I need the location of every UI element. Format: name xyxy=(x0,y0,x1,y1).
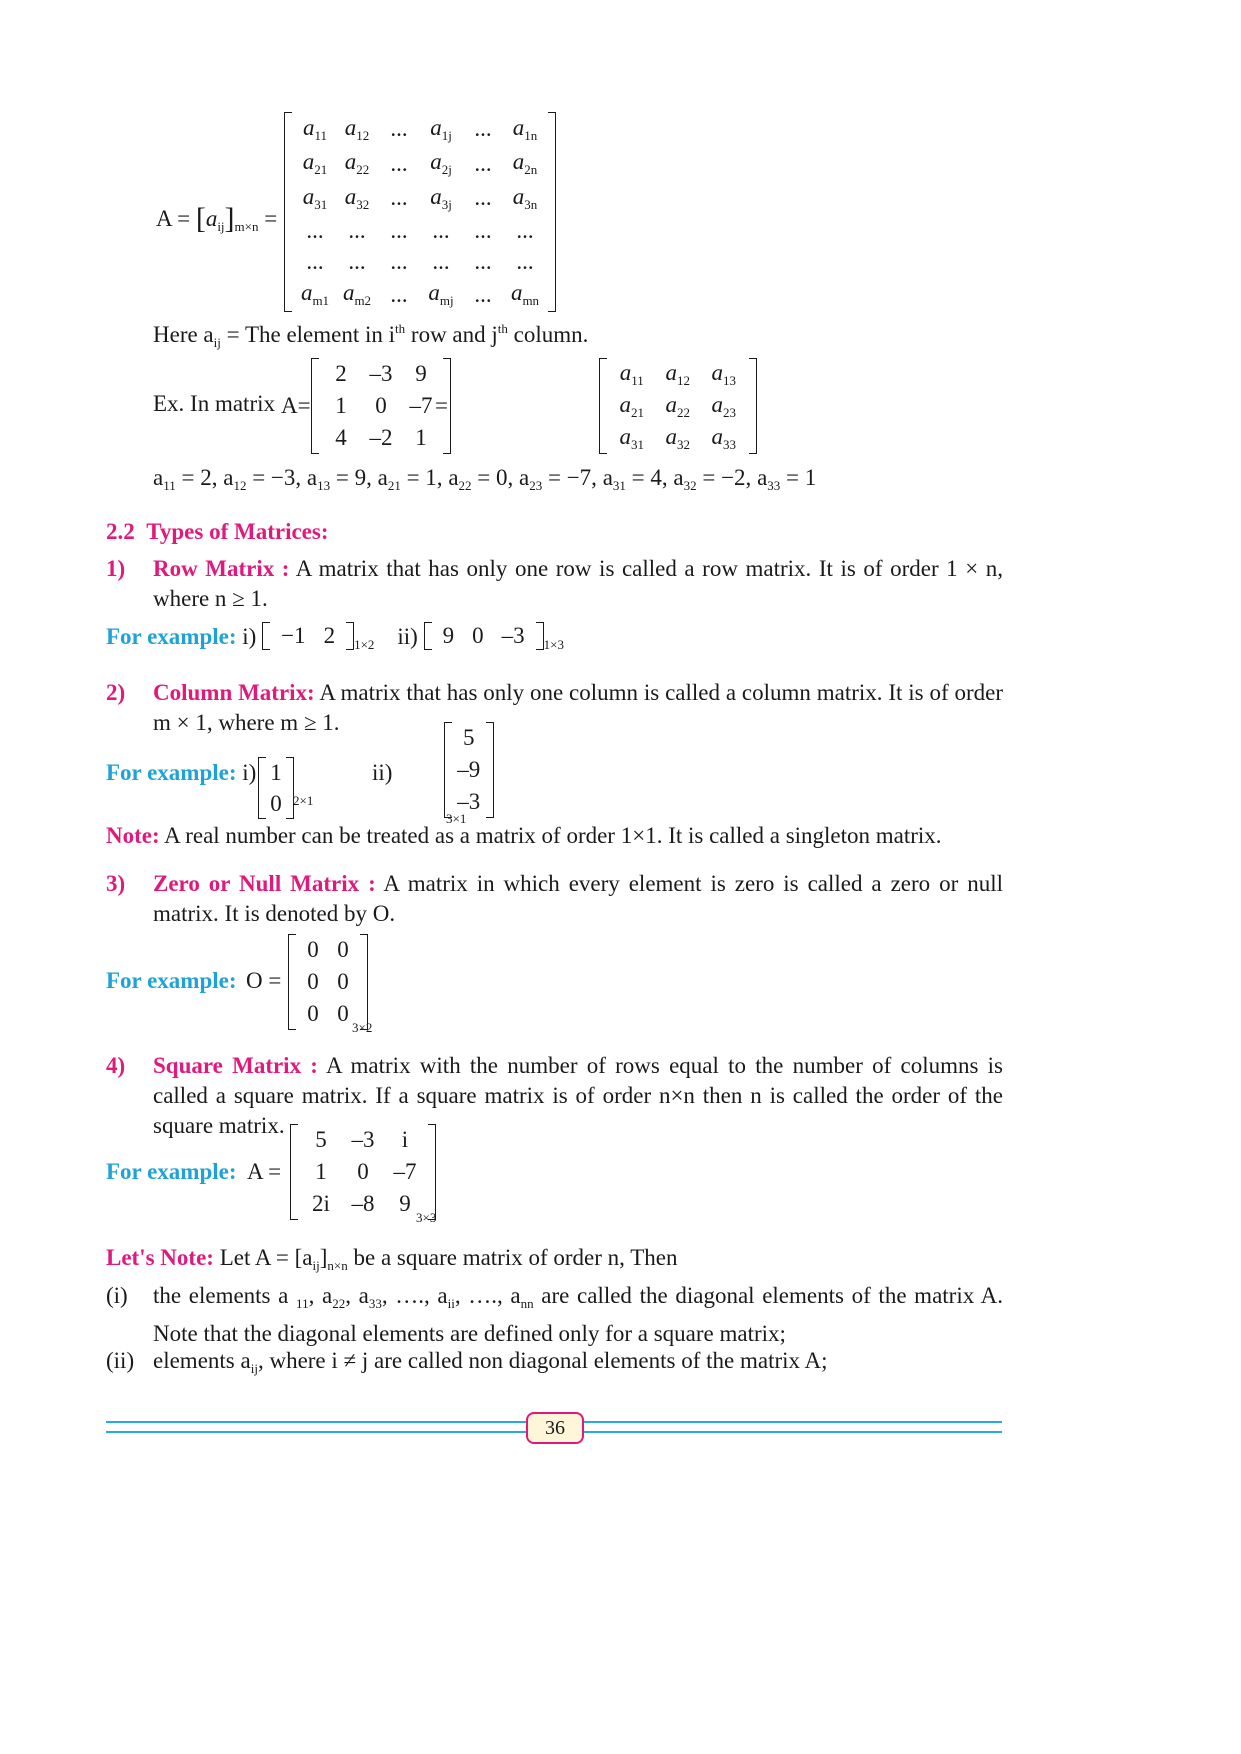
matrix-cell xyxy=(378,277,420,312)
matrix-cell-subscript: 21 xyxy=(631,404,644,420)
matrix-cell-subscript: 33 xyxy=(723,436,736,452)
matrix-cell: –7 xyxy=(393,1159,417,1184)
matrix-cell: 2 xyxy=(335,361,347,386)
matrix-cell-subscript: 13 xyxy=(723,372,736,388)
matrix-cell xyxy=(420,246,462,277)
matrix-cell xyxy=(462,246,504,277)
zero-matrix xyxy=(288,934,368,1030)
matrix-cell-base: a xyxy=(342,280,355,306)
matrix-cell-base: a xyxy=(344,183,357,209)
matrix-cell: 0 xyxy=(337,1001,349,1026)
lets-note: Let's Note: Let $A = [a_{ij}]_{n\times n}$ be a square matrix of order n, Then xyxy=(106,1245,678,1273)
matrix-cell-subscript: 1n xyxy=(524,127,538,143)
matrix-cell xyxy=(294,277,336,312)
assignment-value: = −3, xyxy=(246,465,307,490)
assignment-value: = 1, xyxy=(400,465,449,490)
matrix-cell-base: a xyxy=(430,149,442,175)
matrix-cell-subscript: 12 xyxy=(677,372,690,388)
matrix-cell xyxy=(609,422,655,454)
zero-matrix-definition: Zero or Null Matrix : A matrix in which every element is zero is called a zero or null matrix. It is denoted by O. xyxy=(153,871,1004,926)
matrix-cell-base: a xyxy=(619,423,631,449)
column-matrix-definition: Column Matrix: A matrix that has only one column is called a column matrix. It is of order m × 1, where m ≥ 1. xyxy=(153,680,1004,735)
diagonal-subscript: ii xyxy=(447,1296,455,1311)
matrix-cell-subscript: 1j xyxy=(441,127,452,143)
matrix-cell xyxy=(655,390,701,422)
assignment-subscript: 13 xyxy=(317,478,331,493)
matrix-cell xyxy=(336,216,378,247)
matrix-cell-base: a xyxy=(512,149,525,175)
matrix-cell xyxy=(462,216,504,247)
matrix-cell-base: ... xyxy=(348,248,366,274)
matrix-cell xyxy=(294,147,336,182)
assignment-value: = 1 xyxy=(780,465,817,490)
matrix-cell-base: a xyxy=(302,114,315,140)
matrix-cell-subscript: 3n xyxy=(524,196,538,212)
column-matrix-example-1 xyxy=(258,757,294,819)
matrix-cell: 1 xyxy=(270,759,282,785)
page-number-badge xyxy=(526,1412,584,1444)
assignment-symbol: a xyxy=(153,465,164,490)
matrix-cell-base: a xyxy=(302,183,315,209)
assignment-value: = 2, xyxy=(175,465,224,490)
matrix-cell-base: a xyxy=(344,114,357,140)
matrix-cell: –7 xyxy=(409,393,433,418)
matrix-cell xyxy=(378,147,420,182)
square-matrix xyxy=(290,1124,436,1220)
column-matrix-example-2 xyxy=(444,722,494,818)
row-matrix-example-2 xyxy=(424,622,544,650)
row-matrix-definition: Row Matrix : A matrix that has only one row is called a row matrix. It is of order 1 × n, where n ≥ 1. xyxy=(153,556,1003,611)
note: Note: A real number can be treated as a matrix of order 1×1. It is called a singleton matrix. xyxy=(106,823,942,848)
lets-note-ii-number: (ii) xyxy=(106,1348,135,1373)
matrix-cell: 0 xyxy=(307,937,319,962)
matrix-cell xyxy=(420,181,462,216)
matrix-cell xyxy=(462,112,504,147)
matrix-cell: 2i xyxy=(312,1191,330,1216)
matrix-cell: 4 xyxy=(335,425,347,450)
matrix-cell xyxy=(336,181,378,216)
matrix-cell-base: ... xyxy=(348,218,366,244)
matrix-cell-subscript: 31 xyxy=(314,196,328,212)
matrix-cell: –3 xyxy=(501,623,525,648)
matrix-cell-subscript: 22 xyxy=(677,404,690,420)
matrix-cell: −1 xyxy=(281,623,306,648)
matrix-cell: 0 xyxy=(270,790,282,816)
matrix-cell-base: ... xyxy=(390,185,408,211)
item-number-2: 2) xyxy=(106,680,126,705)
matrix-cell: 1 xyxy=(335,393,347,418)
matrix-cell: 0 xyxy=(337,937,349,962)
matrix-cell xyxy=(336,112,378,147)
diagonal-subscript: 11 xyxy=(296,1296,309,1311)
matrix-cell-base: a xyxy=(619,359,632,385)
matrix-cell xyxy=(504,147,546,182)
matrix-cell: 1 xyxy=(315,1159,327,1184)
assignment-subscript: 32 xyxy=(683,478,697,493)
matrix-cell xyxy=(336,147,378,182)
matrix-cell xyxy=(655,358,701,390)
matrix-cell xyxy=(378,112,420,147)
matrix-cell: –3 xyxy=(369,361,393,386)
matrix-cell xyxy=(336,277,378,312)
assignment-subscript: 12 xyxy=(233,478,247,493)
assignment-value: = 0, xyxy=(471,465,520,490)
assignment-subscript: 31 xyxy=(612,478,626,493)
matrix-cell-base: a xyxy=(512,183,525,209)
item-number-4: 4) xyxy=(106,1053,126,1078)
matrix-cell-base: a xyxy=(430,183,442,209)
matrix-cell xyxy=(294,246,336,277)
matrix-cell xyxy=(609,390,655,422)
matrix-cell: i xyxy=(401,1127,409,1152)
matrix-cell xyxy=(504,277,546,312)
example-lhs: A= xyxy=(281,393,311,418)
matrix-cell-base: a xyxy=(510,280,523,306)
matrix-cell-subscript: 3j xyxy=(441,196,452,212)
matrix-cell-base: ... xyxy=(474,248,492,274)
matrix-cell-base: ... xyxy=(390,248,408,274)
matrix-cell-base: ... xyxy=(474,281,492,307)
matrix-cell-base: a xyxy=(665,391,677,417)
matrix-cell: 0 xyxy=(307,969,319,994)
diagonal-subscript: 22 xyxy=(332,1296,346,1311)
matrix-cell xyxy=(420,147,462,182)
matrix-cell xyxy=(294,216,336,247)
lets-note-ii: elements $a_{ij}$, where i ≠ j are called non diagonal elements of the matrix A; xyxy=(153,1348,828,1376)
matrix-cell-base: a xyxy=(619,391,631,417)
diagonal-text: , …., a xyxy=(454,1283,521,1308)
matrix-cell: 9 xyxy=(442,623,455,648)
assignment-symbol: a xyxy=(223,465,234,490)
example-numeric-matrix xyxy=(311,358,451,454)
matrix-cell xyxy=(504,246,546,277)
assignment-value: = 9, xyxy=(330,465,378,490)
matrix-cell-subscript: 32 xyxy=(677,436,690,452)
matrix-cell-subscript: 11 xyxy=(314,127,328,143)
matrix-cell-base: ... xyxy=(432,248,450,274)
square-matrix-example: For example: A = 5 –3 i 1 0 –7 2i –8 9 3×3 xyxy=(106,1124,506,1224)
element-definition: Here $a_{ij}$ = The element in $i^{th}$ row and $j^{th}$ column. xyxy=(153,321,589,350)
lets-note-i-number: (i) xyxy=(106,1283,128,1308)
matrix-cell xyxy=(504,216,546,247)
matrix-cell-base: a xyxy=(300,280,313,306)
matrix-cell: 9 xyxy=(415,361,427,386)
matrix-cell-base: a xyxy=(344,149,357,175)
assignment-symbol: a xyxy=(673,465,684,490)
matrix-cell-base: a xyxy=(665,423,677,449)
assignment-symbol: a xyxy=(757,465,768,490)
matrix-cell xyxy=(701,358,747,390)
page-number: 36 xyxy=(545,1417,565,1439)
matrix-cell-subscript: mj xyxy=(439,293,454,309)
matrix-cell-subscript: mn xyxy=(522,293,540,309)
assignment-subscript: 33 xyxy=(767,478,781,493)
matrix-cell-subscript: 2n xyxy=(524,162,538,178)
matrix-cell-subscript: 31 xyxy=(631,436,644,452)
matrix-cell-base: ... xyxy=(390,218,408,244)
matrix-cell-subscript: 32 xyxy=(356,196,370,212)
matrix-cell: 0 xyxy=(337,969,349,994)
matrix-cell xyxy=(504,112,546,147)
matrix-cell xyxy=(701,422,747,454)
assignment-value: = −7, xyxy=(542,465,603,490)
matrix-cell-base: a xyxy=(665,359,677,385)
assignment-value: = 4, xyxy=(625,465,674,490)
assignment-subscript: 11 xyxy=(163,478,176,493)
assignment-value: = −2, xyxy=(696,465,758,490)
assignment-symbol: a xyxy=(306,465,318,490)
matrix-cell xyxy=(378,246,420,277)
diagonal-text: are called the diagonal elements of the matrix A. Note that the diagonal elements are defined only for a square matrix; xyxy=(153,1283,1003,1346)
matrix-cell xyxy=(294,112,336,147)
matrix-cell: –9 xyxy=(457,757,481,782)
matrix-cell: 1 xyxy=(415,425,427,450)
matrix-cell xyxy=(420,112,462,147)
zero-matrix-example: For example: O = 0 0 0 0 0 0 3×2 xyxy=(106,934,506,1034)
matrix-cell xyxy=(462,277,504,312)
assignment-symbol: a xyxy=(602,465,613,490)
matrix-cell-base: ... xyxy=(390,116,408,142)
matrix-cell-subscript: 12 xyxy=(356,127,370,143)
matrix-cell-base: a xyxy=(512,114,525,140)
diagonal-text: , …., a xyxy=(381,1283,448,1308)
matrix-cell: 0 xyxy=(375,393,387,418)
matrix-cell: 0 xyxy=(307,1001,319,1026)
matrix-cell: 9 xyxy=(399,1191,411,1216)
matrix-cell xyxy=(504,181,546,216)
matrix-cell-subscript: m2 xyxy=(354,293,372,309)
matrix-cell-base: ... xyxy=(474,150,492,176)
matrix-cell-subscript: 23 xyxy=(723,404,736,420)
matrix-cell-base: ... xyxy=(474,116,492,142)
matrix-cell-base: a xyxy=(428,280,440,306)
diagonal-text: , a xyxy=(308,1283,333,1308)
general-matrix-lhs: $A = [a_{ij}]_{m\times n}$ = xyxy=(156,202,278,235)
diagonal-subscript: 33 xyxy=(368,1296,382,1311)
matrix-cell xyxy=(420,277,462,312)
matrix-cell-subscript: 2j xyxy=(441,162,452,178)
matrix-cell-subscript: 22 xyxy=(356,162,370,178)
assignment-subscript: 22 xyxy=(458,478,472,493)
example-assignments xyxy=(153,465,816,494)
assignment-symbol: a xyxy=(519,465,530,490)
matrix-cell-base: ... xyxy=(390,281,408,307)
matrix-cell-base: a xyxy=(302,149,315,175)
matrix-cell: 0 xyxy=(472,623,484,648)
matrix-cell xyxy=(294,181,336,216)
matrix-cell: 5 xyxy=(315,1127,327,1152)
diagonal-subscript: nn xyxy=(520,1296,534,1311)
matrix-cell xyxy=(609,358,655,390)
matrix-cell-base: a xyxy=(711,359,723,385)
matrix-cell-base: ... xyxy=(390,150,408,176)
column-matrix-example: For example: i) 1 0 2×1 ii) 5 –9 –3 3×1 xyxy=(106,722,606,822)
assignment-symbol: a xyxy=(448,465,459,490)
assignment-subscript: 21 xyxy=(387,478,401,493)
matrix-cell-base: ... xyxy=(474,185,492,211)
assignment-symbol: a xyxy=(377,465,388,490)
matrix-cell-base: ... xyxy=(432,218,450,244)
matrix-cell-base: ... xyxy=(516,218,534,244)
matrix-cell: 0 xyxy=(357,1159,369,1184)
matrix-cell: 2 xyxy=(323,623,336,648)
matrix-cell-subscript: m1 xyxy=(312,293,330,309)
matrix-cell: –3 xyxy=(351,1127,375,1152)
matrix-cell xyxy=(336,246,378,277)
matrix-cell xyxy=(701,390,747,422)
item-number-1: 1) xyxy=(106,556,126,581)
general-matrix xyxy=(284,112,556,312)
matrix-cell xyxy=(378,216,420,247)
matrix-cell xyxy=(655,422,701,454)
matrix-cell-base: a xyxy=(711,391,723,417)
section-heading: 2.2 Types of Matrices: xyxy=(106,519,329,544)
example-symbolic-matrix xyxy=(599,358,757,454)
diagonal-text: , a xyxy=(345,1283,369,1308)
example-label: Ex. In matrix xyxy=(153,391,275,416)
matrix-cell-subscript: 21 xyxy=(314,162,328,178)
square-matrix-definition: Square Matrix : A matrix with the number of rows equal to the number of columns is called a square matrix. If a square matrix is of order n×n then n is called the order of the square matrix. xyxy=(153,1053,1003,1138)
matrix-cell-base: ... xyxy=(516,248,534,274)
matrix-cell: –3 xyxy=(457,789,481,814)
matrix-cell: –2 xyxy=(369,425,393,450)
matrix-cell: 5 xyxy=(463,725,475,750)
general-matrix-block xyxy=(156,112,540,316)
matrix-cell-base: ... xyxy=(306,248,324,274)
matrix-cell-subscript: 11 xyxy=(631,372,644,388)
item-number-3: 3) xyxy=(106,871,126,896)
matrix-cell-base: a xyxy=(711,423,723,449)
row-matrix-example: For example: i) −1 2 $_{1\times 2}$ ii) 9 0 –3 $_{1\times 3}$ xyxy=(106,623,564,652)
matrix-cell xyxy=(420,216,462,247)
matrix-cell: –8 xyxy=(351,1191,375,1216)
matrix-cell xyxy=(462,181,504,216)
lets-note-i: the elements a $_{11}$, $a_{22}$, $a_{33}$, …., $a_{ii}$, …., $a_{nn}$ are called the diagonal elements of the matrix A. Note that the diagonal elements are defined only for a square matrix; xyxy=(153,1283,1003,1346)
example-eq: = xyxy=(435,393,448,418)
assignment-subscript: 23 xyxy=(529,478,543,493)
example-block xyxy=(153,358,736,458)
row-matrix-example-1 xyxy=(262,622,354,650)
matrix-cell-base: ... xyxy=(306,218,324,244)
matrix-cell xyxy=(378,181,420,216)
matrix-cell-base: a xyxy=(430,114,442,140)
matrix-cell-base: ... xyxy=(474,218,492,244)
matrix-cell xyxy=(462,147,504,182)
